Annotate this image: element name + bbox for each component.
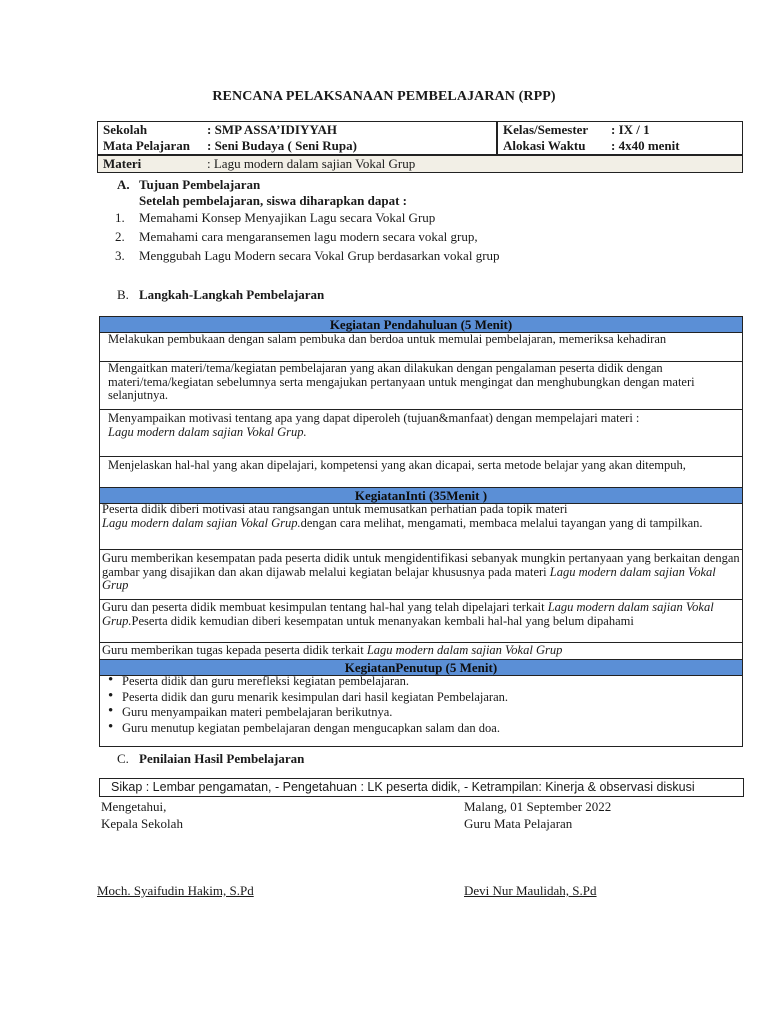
- pendahuluan-row-2: Mengaitkan materi/tema/kegiatan pembelajaran yang akan dilakukan dengan pengalaman peserta didik dengan materi/tema/kegiatan sebelumnya serta mengajukan pertanyaan untuk mengingat dan menghubungkan dengan materi selanjutnya.: [108, 361, 695, 402]
- sekolah-label: Sekolah: [103, 122, 148, 137]
- inti-row-4-topic: Lagu modern dalam sajian Vokal Grup: [366, 643, 563, 657]
- identity-table: [97, 121, 743, 173]
- inti-row-3-text: Guru dan peserta didik membuat kesimpulan tentang hal-hal yang telah dipelajari terkait: [102, 600, 545, 614]
- penutup-header: KegiatanPenutup (5 Menit): [100, 659, 742, 676]
- identity-separator: [98, 154, 742, 156]
- mapel-value: : Seni Budaya ( Seni Rupa): [207, 138, 357, 153]
- inti-row-1-topic: Lagu modern dalam sajian Vokal Grup.: [102, 515, 301, 530]
- objective-text: Memahami Konsep Menyajikan Lagu secara Vokal Grup: [139, 210, 436, 225]
- activities-table: [99, 316, 743, 747]
- alokasi-label: Alokasi Waktu: [503, 138, 586, 153]
- left-sign-name: Moch. Syaifudin Hakim, S.Pd: [97, 883, 254, 898]
- left-sign-line2: Kepala Sekolah: [101, 816, 183, 831]
- row-divider: [100, 409, 742, 410]
- objective-number: 3.: [115, 248, 125, 263]
- right-sign-name: Devi Nur Maulidah, S.Pd: [464, 883, 597, 898]
- inti-header: KegiatanInti (35Menit ): [100, 487, 742, 504]
- row-divider: [100, 456, 742, 457]
- right-sign-line2: Guru Mata Pelajaran: [464, 816, 573, 831]
- pendahuluan-row-3-text: Menyampaikan motivasi tentang apa yang dapat diperoleh (tujuan&manfaat) dengan mempelajari materi :: [108, 411, 640, 425]
- objective-number: 1.: [115, 210, 125, 225]
- kelas-label: Kelas/Semester: [503, 122, 589, 137]
- list-item: • Guru menyampaikan materi pembelajaran berikutnya.: [106, 705, 726, 721]
- inti-row-1: [102, 503, 740, 530]
- inti-row-4: [102, 644, 740, 658]
- section-a-letter: A.: [117, 177, 130, 192]
- kelas-value: : IX / 1: [611, 122, 650, 137]
- pendahuluan-header: Kegiatan Pendahuluan (5 Menit): [100, 317, 742, 333]
- inti-row-4-text: Guru memberikan tugas kepada peserta didik terkait: [102, 643, 364, 657]
- inti-row-2-text: Guru memberikan kesempatan pada peserta didik untuk mengidentifikasi sebanyak mungkin pertanyaan yang berkaitan dengan gambar yang disajikan dan akan dijawab melalui kegiatan belajar khususnya pada materi: [102, 551, 740, 579]
- inti-row-1-text: Peserta didik diberi motivasi atau rangsangan untuk memusatkan perhatian pada topik materi: [102, 502, 568, 516]
- sekolah-value: : SMP ASSA’IDIYYAH: [207, 122, 338, 137]
- alokasi-value: : 4x40 menit: [611, 138, 680, 153]
- right-sign-line1: Malang, 01 September 2022: [464, 799, 612, 814]
- section-a-intro: Setelah pembelajaran, siswa diharapkan dapat :: [139, 193, 407, 208]
- page-title: RENCANA PELAKSANAAN PEMBELAJARAN (RPP): [212, 89, 556, 104]
- list-item: • Guru menutup kegiatan pembelajaran dengan mengucapkan salam dan doa.: [106, 721, 726, 737]
- inti-row-2: [102, 552, 740, 593]
- materi-value: : Lagu modern dalam sajian Vokal Grup: [207, 156, 416, 171]
- section-b-letter: B.: [117, 287, 129, 302]
- left-sign-line1: Mengetahui,: [101, 799, 167, 814]
- list-item: • Peserta didik dan guru menarik kesimpulan dari hasil kegiatan Pembelajaran.: [106, 690, 726, 706]
- pendahuluan-row-1: Melakukan pembukaan dengan salam pembuka dan berdoa untuk memulai pembelajaran, memeriksa kehadiran: [108, 332, 667, 346]
- identity-divider: [496, 122, 498, 154]
- assessment-box: Sikap : Lembar pengamatan, - Pengetahuan : LK peserta didik, - Ketrampilan: Kinerja & observasi diskusi: [99, 778, 744, 797]
- inti-row-3: [102, 601, 740, 628]
- materi-row-bg: [98, 155, 742, 172]
- section-c-title: Penilaian Hasil Pembelajaran: [139, 751, 305, 766]
- inti-row-2-topic: Lagu modern dalam sajian Vokal Grup: [102, 564, 716, 592]
- penutup-list: [106, 674, 726, 736]
- objective-text: Menggubah Lagu Modern secara Vokal Grup berdasarkan vokal grup: [139, 248, 500, 263]
- objective-text: Memahami cara mengaransemen lagu modern secara vokal grup,: [139, 229, 478, 244]
- pendahuluan-row-4: Menjelaskan hal-hal yang akan dipelajari, kompetensi yang akan dicapai, serta metode belajar yang akan ditempuh,: [108, 458, 686, 472]
- section-b-title: Langkah-Langkah Pembelajaran: [139, 287, 325, 302]
- list-item: • Peserta didik dan guru merefleksi kegiatan pembelajaran.: [106, 674, 726, 690]
- inti-row-3-topic: Lagu modern dalam sajian Vokal Grup.: [102, 600, 714, 628]
- materi-label: Materi: [103, 156, 142, 171]
- inti-row-1-text-2: dengan cara melihat, mengamati, membaca melalui tayangan yang di tampilkan.: [300, 515, 703, 530]
- pendahuluan-row-3-topic: Lagu modern dalam sajian Vokal Grup.: [108, 424, 307, 439]
- objective-number: 2.: [115, 229, 125, 244]
- row-divider: [100, 549, 742, 550]
- section-c-letter: C.: [117, 751, 129, 766]
- mapel-label: Mata Pelajaran: [103, 138, 191, 153]
- section-a-title: Tujuan Pembelajaran: [139, 177, 261, 192]
- inti-row-3-text-2: Peserta didik kemudian diberi kesempatan untuk menanyakan kembali hal-hal yang belum dipahami: [131, 613, 634, 628]
- pendahuluan-row-3: [108, 412, 738, 439]
